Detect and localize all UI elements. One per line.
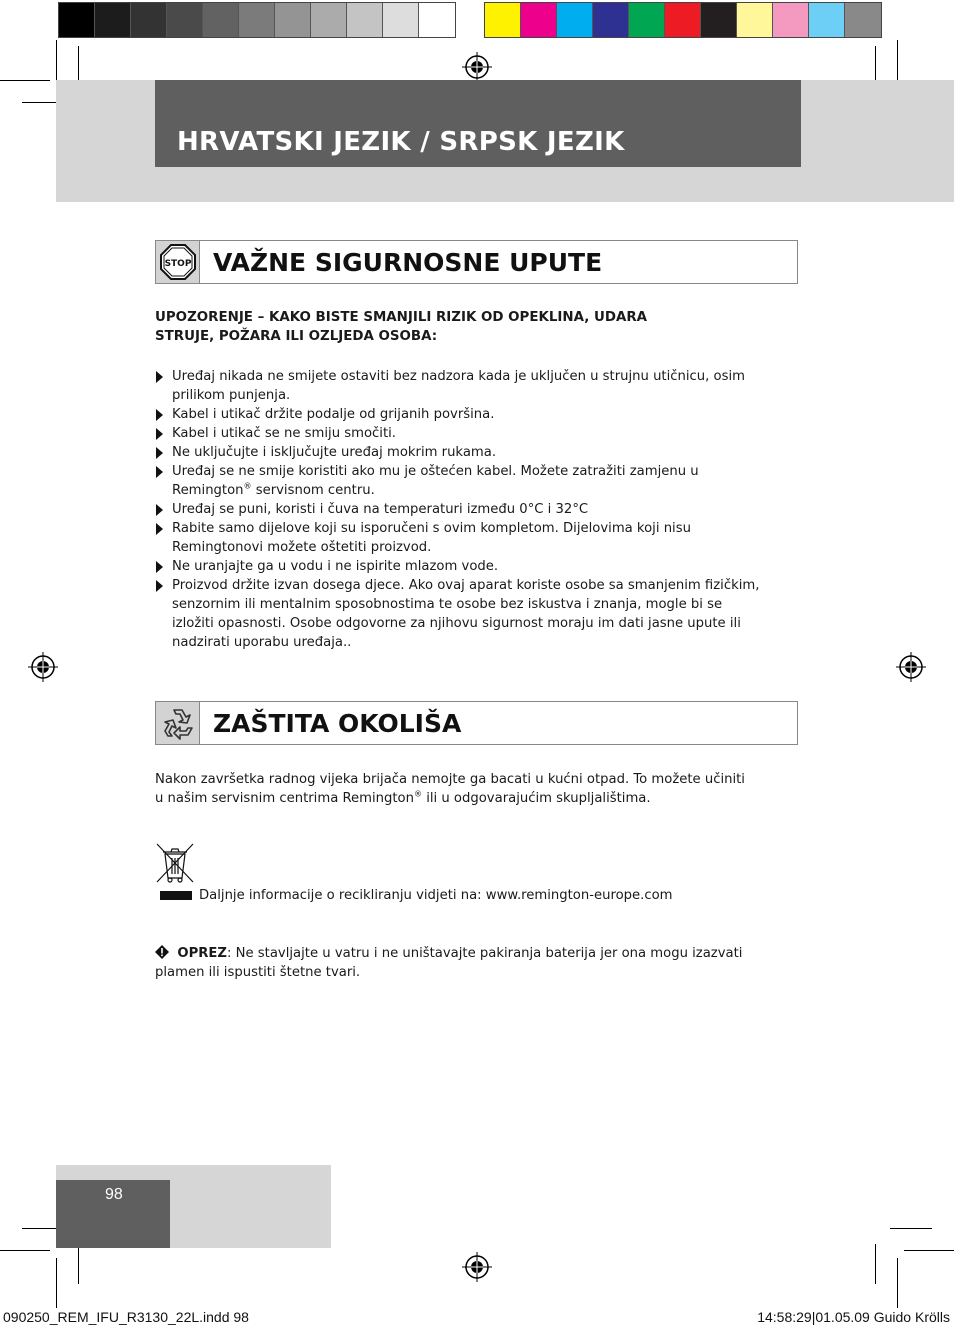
safety-warning: UPOZORENJE – KAKO BISTE SMANJILI RIZIK OD OPEKLINA, UDARA STRUJE, POŽARA ILI OZLJEDA OSOBA: — [155, 310, 648, 344]
color-swatch — [383, 3, 419, 37]
bullet-arrow-icon — [156, 371, 163, 383]
color-swatch — [485, 3, 521, 37]
slug-timestamp: 14:58:29|01.05.09 Guido Krölls — [757, 1309, 950, 1325]
color-swatch — [347, 3, 383, 37]
safety-list — [155, 367, 765, 652]
header-title-box — [155, 80, 801, 167]
warning-diamond-icon — [155, 945, 169, 959]
registration-mark-bottom — [462, 1252, 492, 1282]
color-swatch — [419, 3, 455, 37]
color-swatch — [131, 3, 167, 37]
color-swatch — [521, 3, 557, 37]
list-item: Ne uranjajte ga u vodu i ne ispirite mlazom vode. — [155, 557, 765, 576]
bullet-arrow-icon — [156, 447, 163, 459]
color-swatch — [701, 3, 737, 37]
color-swatch — [773, 3, 809, 37]
color-swatch — [665, 3, 701, 37]
bullet-arrow-icon — [156, 561, 163, 573]
list-item: Uređaj se ne smije koristiti ako mu je oštećen kabel. Možete zatražiti zamjenu u Remington® servisnom centru. — [155, 462, 765, 500]
bullet-arrow-icon — [156, 428, 163, 440]
slug-file-info: 090250_REM_IFU_R3130_22L.indd 98 — [3, 1309, 249, 1325]
color-bar-process — [484, 2, 882, 38]
color-swatch — [239, 3, 275, 37]
color-swatch — [59, 3, 95, 37]
list-item: Ne uključujte i isključujte uređaj mokrim rukama. — [155, 443, 765, 462]
list-item: Kabel i utikač se ne smiju smočiti. — [155, 424, 765, 443]
color-swatch — [845, 3, 881, 37]
color-swatch — [809, 3, 845, 37]
color-swatch — [167, 3, 203, 37]
bullet-arrow-icon — [156, 504, 163, 516]
caution-note: OPREZ: Ne stavljajte u vatru i ne uništavajte pakiranja baterija jer ona mogu izazvati plamen ili ispustiti štetne tvari. — [155, 946, 743, 980]
list-item: Uređaj se puni, koristi i čuva na temperaturi između 0°C i 32°C — [155, 500, 765, 519]
stop-sign-icon — [156, 241, 200, 283]
registration-mark-top — [462, 52, 492, 82]
color-swatch — [629, 3, 665, 37]
recycle-icon — [156, 702, 200, 744]
bullet-arrow-icon — [156, 580, 163, 592]
page-title: HRVATSKI JEZIK / SRPSK JEZIK — [177, 127, 625, 157]
bullet-arrow-icon — [156, 409, 163, 421]
color-bar-grayscale — [58, 2, 456, 38]
environment-paragraph: Nakon završetka radnog vijeka brijača nemojte ga bacati u kućni otpad. To možete učiniti u našim servisnim centrima Remington® ili u odgovarajućim skupljalištima. — [155, 772, 745, 806]
page-number: 98 — [105, 1186, 123, 1203]
bullet-arrow-icon — [156, 523, 163, 535]
environment-title: ZAŠTITA OKOLIŠA — [213, 708, 462, 738]
list-item: Uređaj nikada ne smijete ostaviti bez nadzora kada je uključen u strujnu utičnicu, osim prilikom punjenja. — [155, 367, 765, 405]
color-swatch — [95, 3, 131, 37]
recycling-info: Daljnje informacije o recikliranju vidjeti na: www.remington-europe.com — [199, 888, 673, 903]
list-item: Proizvod držite izvan dosega djece. Ako ovaj aparat koriste osobe sa smanjenim fizičkim, senzornim ili mentalnim sposobnostima te osobe bez iskustva i znanja, mogle bi se izložiti opasnosti. Osobe odgovorne za njihovu sigurnost moraju im dati jasne upute ili nadzirati uporabu uređaja.. — [155, 576, 765, 652]
safety-title: VAŽNE SIGURNOSNE UPUTE — [213, 247, 603, 277]
color-swatch — [557, 3, 593, 37]
registration-mark-right — [896, 652, 926, 682]
color-swatch — [203, 3, 239, 37]
color-swatch — [593, 3, 629, 37]
safety-section-header — [155, 240, 798, 284]
crossed-bin-icon — [155, 842, 195, 902]
stop-text: STOP — [164, 259, 191, 269]
registration-mark-left — [28, 652, 58, 682]
color-swatch — [275, 3, 311, 37]
list-item: Rabite samo dijelove koji su isporučeni s ovim kompletom. Dijelovima koji nisu Remingtonovi možete oštetiti proizvod. — [155, 519, 765, 557]
list-item: Kabel i utikač držite podalje od grijanih površina. — [155, 405, 765, 424]
environment-section-header — [155, 701, 798, 745]
color-swatch — [737, 3, 773, 37]
color-swatch — [311, 3, 347, 37]
bullet-arrow-icon — [156, 466, 163, 478]
